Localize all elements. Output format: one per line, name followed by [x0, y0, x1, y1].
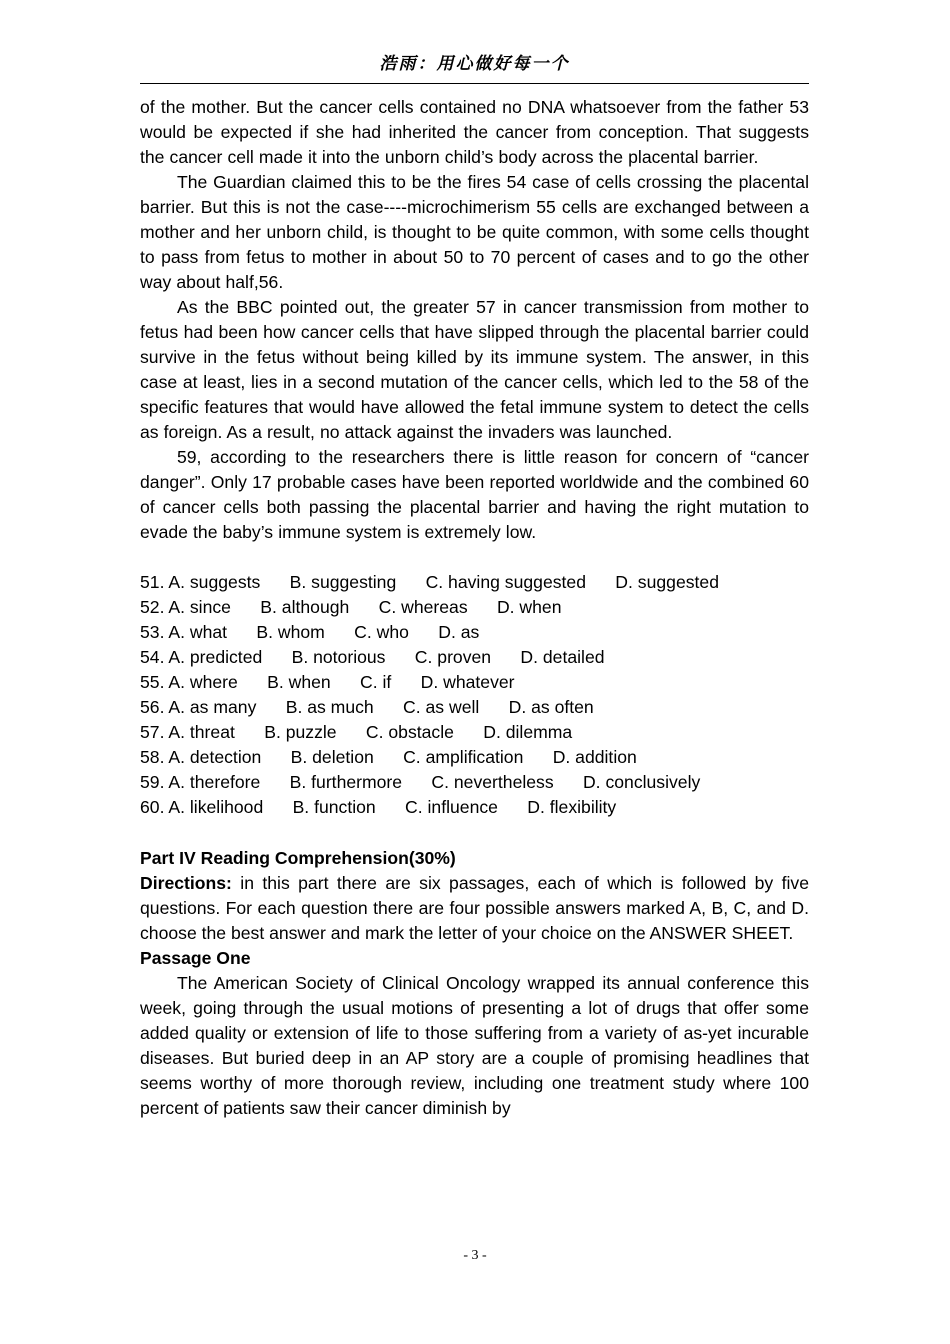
page-footer [0, 1248, 950, 1264]
part-four-heading: Part IV Reading Comprehension(30%) [140, 848, 456, 869]
part-four-section [140, 846, 809, 1121]
paragraph-bbc: As the BBC pointed out, the greater 57 in cancer transmission from mother to fetus had been how cancer cells that have slipped through the placental barrier could survive in the fetus without being killed by its immune system. The answer, in this case at least, lies in a second mutation of the cancer cells, which led to the 58 of the specific features that would have allowed the fetal immune system to detect the cells as foreign. As a result, no attack against the invaders was launched. [140, 297, 809, 443]
cloze-options-list [140, 570, 809, 820]
question-option-row-51[interactable]: 51. A. suggests B. suggesting C. having suggested D. suggested [140, 572, 719, 593]
paragraph-cancer-dna: of the mother. But the cancer cells contained no DNA whatsoever from the father 53 would be expected if she had inherited the cancer from conception. That suggests the cancer cell made it into the unborn child’s body across the placental barrier. [140, 97, 809, 168]
passage-one-paragraph: The American Society of Clinical Oncology wrapped its annual conference this week, going through the usual motions of presenting a lot of drugs that offer some added quality or extension of life to those suffering from a variety of as-yet incurable diseases. But buried deep in an AP story are a couple of promising headlines that seems worthy of more thorough review, including one treatment study where 100 percent of patients saw their cancer diminish by [140, 973, 809, 1119]
paragraph-researchers: 59, according to the researchers there is little reason for concern of “cancer danger”. Only 17 probable cases have been reported worldwide and the combined 60 of cancer cells both passing the placental barrier and having the right mutation to evade the baby’s immune system is extremely low. [140, 447, 809, 543]
passage-one-heading: Passage One [140, 948, 251, 969]
question-option-row-59[interactable]: 59. A. therefore B. furthermore C. nevertheless D. conclusively [140, 772, 701, 793]
question-option-row-55[interactable]: 55. A. where B. when C. if D. whatever [140, 672, 515, 693]
page-content-column [140, 0, 809, 1121]
directions-text: in this part there are six passages, each of which is followed by five questions. For each question there are four possible answers marked A, B, C, and D. choose the best answer and mark the letter of your choice on the ANSWER SHEET. [140, 873, 809, 944]
question-option-row-60[interactable]: 60. A. likelihood B. function C. influence D. flexibility [140, 797, 617, 818]
part-four-directions [140, 871, 809, 946]
header-watermark-title: 浩雨：用心做好每一个 [379, 54, 570, 73]
question-option-row-57[interactable]: 57. A. threat B. puzzle C. obstacle D. dilemma [140, 722, 573, 743]
directions-label: Directions: [140, 873, 232, 894]
page-header [140, 0, 809, 84]
question-option-row-52[interactable]: 52. A. since B. although C. whereas D. when [140, 597, 562, 618]
paragraph-guardian: The Guardian claimed this to be the fires 54 case of cells crossing the placental barrier. But this is not the case----microchimerism 55 cells are exchanged between a mother and her unborn child, is thought to be quite common, with some cells thought to pass from fetus to mother in about 50 to 70 percent of cases and to go the other way about half,56. [140, 172, 809, 293]
question-option-row-53[interactable]: 53. A. what B. whom C. who D. as [140, 622, 480, 643]
question-option-row-58[interactable]: 58. A. detection B. deletion C. amplification D. addition [140, 747, 637, 768]
cloze-passage-body [140, 84, 809, 545]
question-option-row-56[interactable]: 56. A. as many B. as much C. as well D. as often [140, 697, 594, 718]
page-number: - 3 - [463, 1248, 487, 1263]
question-option-row-54[interactable]: 54. A. predicted B. notorious C. proven D. detailed [140, 647, 605, 668]
